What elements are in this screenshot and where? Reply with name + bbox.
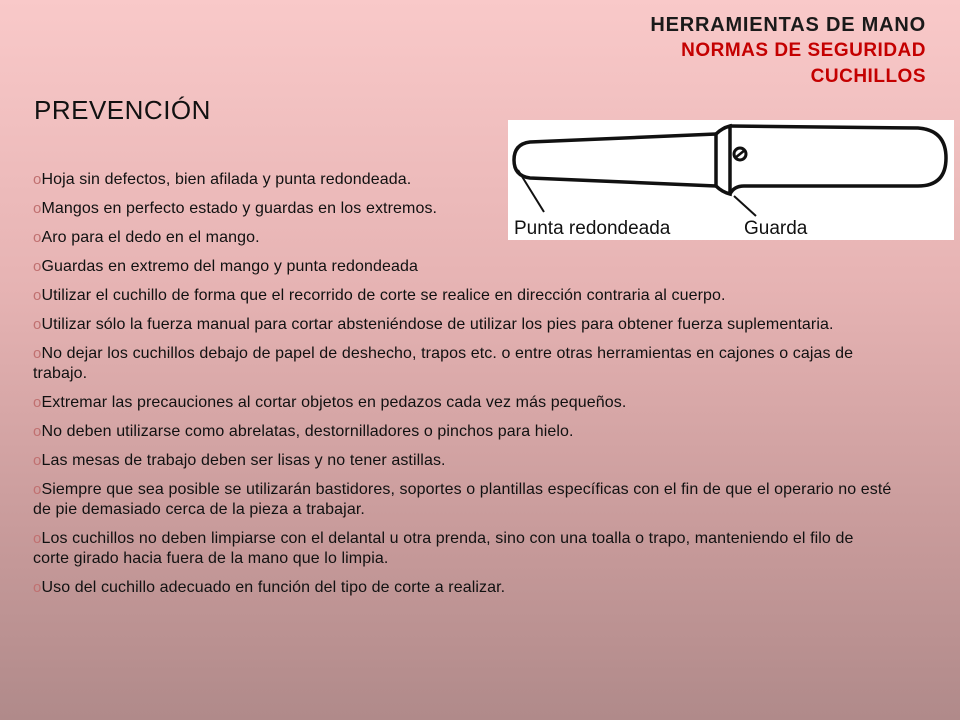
label-punta-redondeada: Punta redondeada [514, 218, 671, 239]
header-topic: CUCHILLOS [810, 66, 926, 87]
bullet-icon: o [33, 452, 42, 469]
list-item [33, 257, 893, 277]
list-item [33, 422, 893, 442]
bullet-icon: o [33, 394, 42, 411]
list-item-text: Utilizar sólo la fuerza manual para cortar absteniéndose de utilizar los pies para obtener fuerza suplementaria. [41, 316, 834, 333]
list-item [33, 199, 893, 219]
list-item [33, 393, 893, 413]
slide-header [650, 12, 926, 90]
bullet-icon: o [33, 530, 42, 547]
list-item-text: Las mesas de trabajo deben ser lisas y no tener astillas. [41, 452, 446, 469]
list-item [33, 170, 893, 190]
list-item-text: Siempre que sea posible se utilizarán bastidores, soportes o plantillas específicas con el fin de que el operario no esté de pie demasiado cerca de la pieza a trabajar. [33, 481, 892, 518]
header-title: HERRAMIENTAS DE MANO [650, 14, 926, 36]
list-item-text: Guardas en extremo del mango y punta redondeada [41, 258, 418, 275]
bullet-icon: o [33, 171, 42, 188]
label-guarda: Guarda [744, 218, 808, 239]
list-item-text: Hoja sin defectos, bien afilada y punta redondeada. [41, 171, 412, 188]
bullet-icon: o [33, 579, 42, 596]
bullet-icon: o [33, 258, 42, 275]
list-item-text: No deben utilizarse como abrelatas, destornilladores o pinchos para hielo. [41, 423, 574, 440]
list-item [33, 286, 893, 306]
bullet-icon: o [33, 481, 42, 498]
bullet-icon: o [33, 423, 42, 440]
list-item [33, 529, 893, 569]
list-item [33, 451, 893, 471]
list-item-text: Mangos en perfecto estado y guardas en los extremos. [41, 200, 438, 217]
list-item [33, 578, 893, 598]
list-item-text: Extremar las precauciones al cortar objetos en pedazos cada vez más pequeños. [41, 394, 627, 411]
list-item [33, 344, 893, 384]
rivet-slot [735, 150, 745, 158]
list-item-text: No dejar los cuchillos debajo de papel de deshecho, trapos etc. o entre otras herramientas en cajones o cajas de trabajo. [33, 345, 854, 382]
header-subtitle: NORMAS DE SEGURIDAD [681, 40, 926, 61]
list-item-text: Utilizar el cuchillo de forma que el recorrido de corte se realice en dirección contraria al cuerpo. [41, 287, 726, 304]
bullet-icon: o [33, 229, 42, 246]
list-item-text: Aro para el dedo en el mango. [41, 229, 260, 246]
list-item-text: Uso del cuchillo adecuado en función del tipo de corte a realizar. [41, 579, 506, 596]
prevention-list [33, 170, 893, 607]
list-item [33, 315, 893, 335]
bullet-icon: o [33, 200, 42, 217]
bullet-icon: o [33, 316, 42, 333]
bullet-icon: o [33, 345, 42, 362]
list-item-text: Los cuchillos no deben limpiarse con el delantal u otra prenda, sino con una toalla o trapo, manteniendo el filo de corte girado hacia fuera de la mano que lo limpia. [33, 530, 854, 567]
list-item [33, 228, 893, 248]
bullet-icon: o [33, 287, 42, 304]
section-title: PREVENCIÓN [34, 95, 211, 125]
list-item [33, 480, 893, 520]
